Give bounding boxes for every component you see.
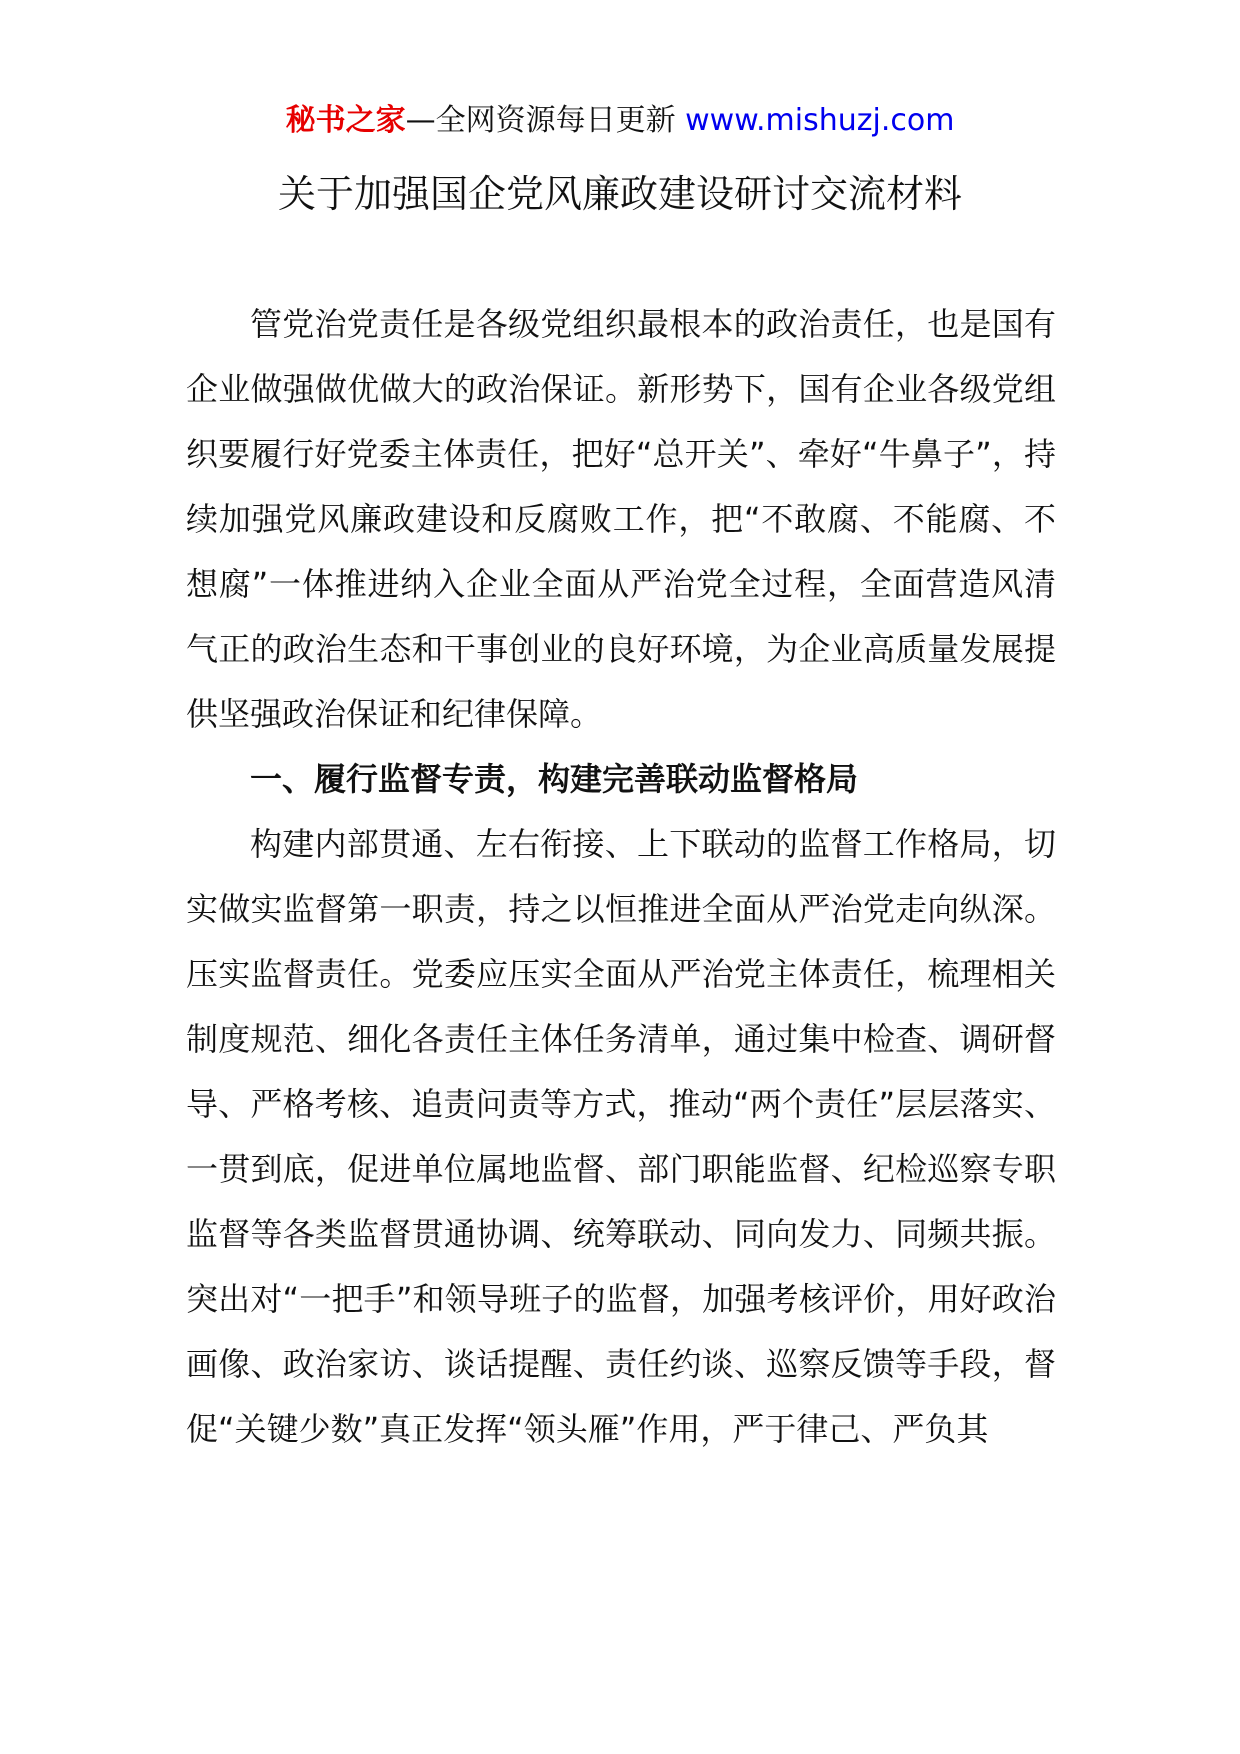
section-1-heading: 一、履行监督专责，构建完善联动监督格局 [250, 760, 859, 798]
header-tagline: —全网资源每日更新 [405, 103, 676, 138]
site-url-link[interactable]: www.mishuzj.com [685, 103, 955, 138]
section-1-paragraph: 构建内部贯通、左右衔接、上下联动的监督工作格局，切实做实监督第一职责，持之以恒推进全面从严治党走向纵深。压实监督责任。党委应压实全面从严治党主体责任，梳理相关制度规范、细化各责任主体任务清单，通过集中检查、调研督导、严格考核、追责问责等方式，推动“两个责任”层层落实、一贯到底，促进单位属地监督、部门职能监督、纪检巡察专职监督等各类监督贯通协调、统筹联动、同向发力、同频共振。突出对“一把手”和领导班子的监督，加强考核评价，用好政治画像、政治家访、谈话提醒、责任约谈、巡察反馈等手段，督促“关键少数”真正发挥“领头雁”作用，严于律己、严负其 [186, 825, 1056, 1448]
document-title: 关于加强国企党风廉政建设研讨交流材料 [277, 172, 962, 216]
brand-name: 秘书之家 [285, 103, 406, 138]
site-header [0, 98, 1240, 144]
document-body [186, 292, 1056, 1462]
intro-paragraph: 管党治党责任是各级党组织最根本的政治责任，也是国有企业做强做优做大的政治保证。新形势下，国有企业各级党组织要履行好党委主体责任，把好“总开关”、牵好“牛鼻子”，持续加强党风廉政建设和反腐败工作，把“不敢腐、不能腐、不想腐”一体推进纳入企业全面从严治党全过程，全面营造风清气正的政治生态和干事创业的良好环境，为企业高质量发展提供坚强政治保证和纪律保障。 [186, 305, 1056, 733]
